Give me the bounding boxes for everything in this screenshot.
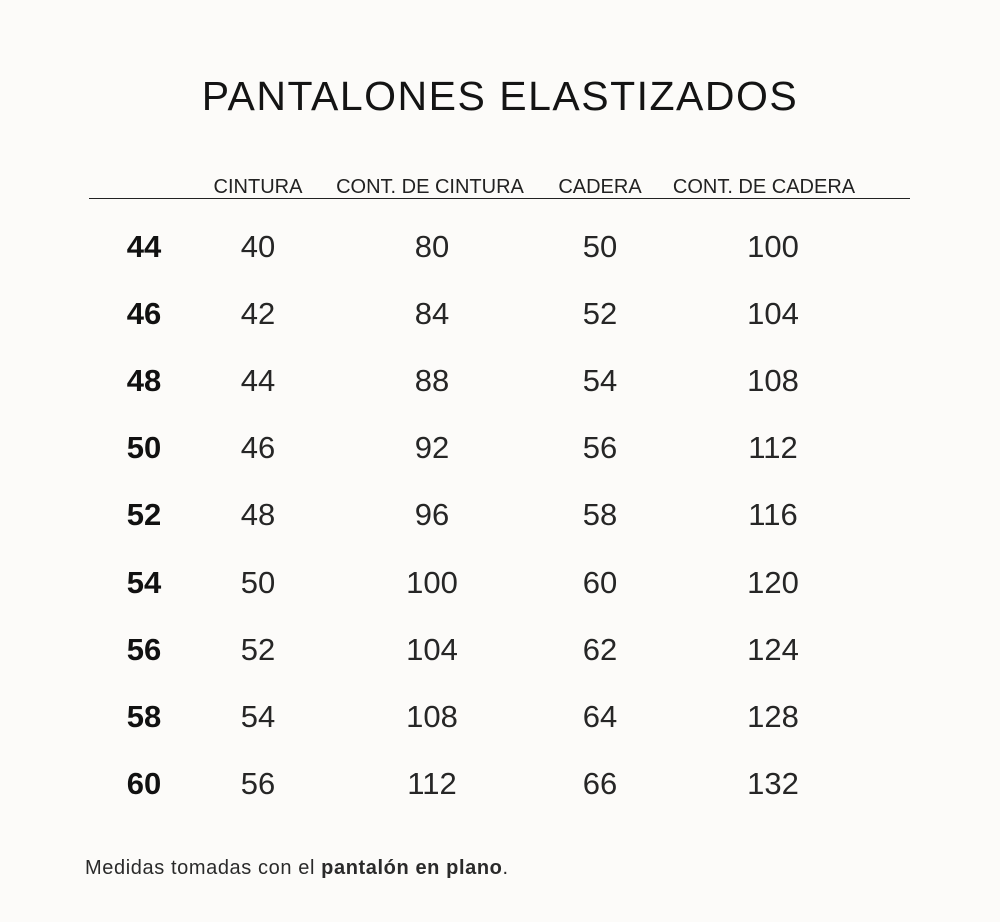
table-cell: 108 (406, 699, 458, 734)
table-cell: 56 (240, 766, 276, 801)
table-cell: 62 (582, 632, 618, 667)
table-cell: 64 (582, 699, 618, 734)
size-label: 60 (126, 766, 162, 801)
table-row (0, 225, 1000, 269)
table-cell: 50 (582, 229, 618, 264)
column-header-cadera: CADERA (558, 176, 642, 198)
table-row (0, 426, 1000, 470)
table-cell: 60 (582, 565, 618, 600)
table-cell: 44 (240, 363, 276, 398)
table-row (0, 493, 1000, 537)
table-row (0, 292, 1000, 336)
table-row (0, 695, 1000, 739)
table-cell: 88 (414, 363, 450, 398)
table-cell: 42 (240, 296, 276, 331)
table-row (0, 561, 1000, 605)
header-divider (89, 198, 910, 199)
size-label: 54 (126, 565, 162, 600)
table-cell: 54 (240, 699, 276, 734)
table-cell: 50 (240, 565, 276, 600)
table-cell: 92 (414, 430, 450, 465)
size-label: 48 (126, 363, 162, 398)
measurement-note (85, 855, 509, 881)
note-emphasis: pantalón en plano (321, 857, 503, 879)
table-cell: 100 (747, 229, 799, 264)
table-cell: 104 (747, 296, 799, 331)
column-header-cont-de-cintura: CONT. DE CINTURA (336, 176, 524, 198)
table-cell: 40 (240, 229, 276, 264)
table-cell: 52 (240, 632, 276, 667)
table-cell: 112 (748, 430, 798, 465)
table-cell: 132 (747, 766, 799, 801)
table-cell: 46 (240, 430, 276, 465)
size-label: 44 (126, 229, 162, 264)
table-row (0, 762, 1000, 806)
size-label: 58 (126, 699, 162, 734)
table-cell: 100 (406, 565, 458, 600)
column-header-cintura: CINTURA (213, 176, 303, 198)
table-cell: 58 (582, 497, 618, 532)
table-cell: 120 (747, 565, 799, 600)
table-cell: 96 (414, 497, 450, 532)
table-row (0, 359, 1000, 403)
size-label: 46 (126, 296, 162, 331)
table-cell: 56 (582, 430, 618, 465)
column-header-cont-de-cadera: CONT. DE CADERA (672, 176, 856, 198)
table-cell: 52 (582, 296, 618, 331)
table-cell: 66 (582, 766, 618, 801)
table-cell: 54 (582, 363, 618, 398)
table-cell: 104 (406, 632, 458, 667)
table-cell: 112 (407, 766, 457, 801)
size-label: 56 (126, 632, 162, 667)
note-prefix: Medidas tomadas con el (85, 857, 322, 879)
size-label: 52 (126, 497, 162, 532)
size-label: 50 (126, 430, 162, 465)
note-suffix: . (502, 857, 509, 879)
table-cell: 84 (414, 296, 450, 331)
table-row (0, 628, 1000, 672)
page-title: PANTALONES ELASTIZADOS (201, 73, 799, 119)
table-cell: 124 (747, 632, 799, 667)
table-cell: 128 (747, 699, 799, 734)
table-cell: 116 (748, 497, 798, 532)
table-cell: 80 (414, 229, 450, 264)
table-cell: 48 (240, 497, 276, 532)
table-cell: 108 (747, 363, 799, 398)
